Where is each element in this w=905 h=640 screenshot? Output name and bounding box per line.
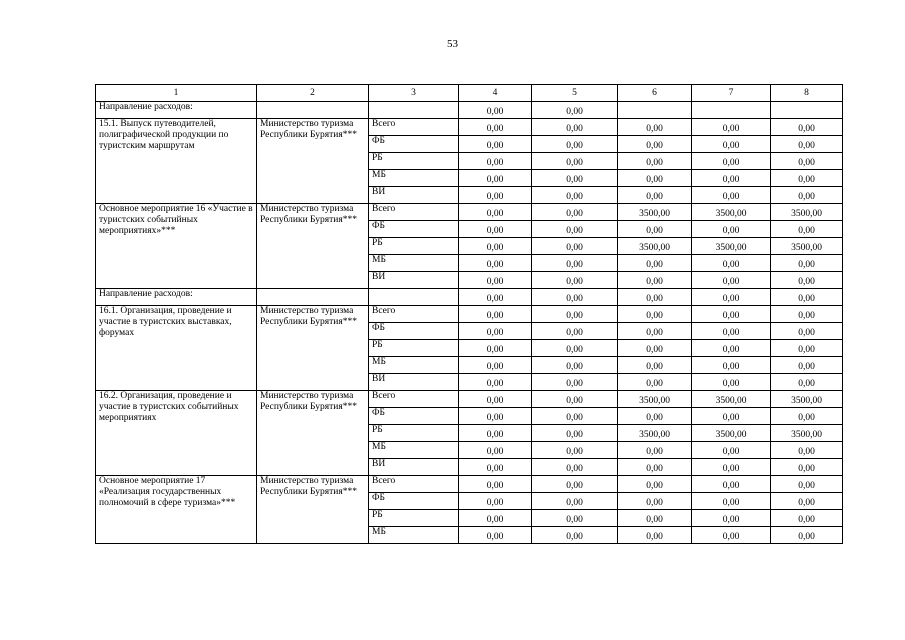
- value-cell: 0,00: [532, 170, 618, 187]
- table-body: [96, 102, 843, 544]
- value-cell: 0,00: [459, 153, 532, 170]
- value-cell: 3500,00: [771, 425, 843, 442]
- value-cell: 0,00: [618, 510, 692, 527]
- value-cell: 0,00: [618, 476, 692, 493]
- table-row: [96, 204, 843, 221]
- direction-label: Направление расходов:: [96, 102, 257, 119]
- value-cell: 0,00: [459, 408, 532, 425]
- source-cell: [369, 289, 459, 306]
- executor-cell: Министерство туризма Республики Бурятия***: [257, 119, 369, 204]
- value-cell: 0,00: [459, 425, 532, 442]
- value-cell: 0,00: [692, 357, 771, 374]
- funding-source: Всего: [369, 476, 459, 493]
- value-cell: 0,00: [459, 459, 532, 476]
- value-cell: 0,00: [692, 153, 771, 170]
- value-cell: 0,00: [771, 493, 843, 510]
- funding-source: РБ: [369, 425, 459, 442]
- value-cell: 0,00: [618, 527, 692, 544]
- value-cell: 0,00: [692, 221, 771, 238]
- value-cell: 0,00: [459, 272, 532, 289]
- value-cell: 0,00: [532, 323, 618, 340]
- executor-cell: Министерство туризма Республики Бурятия***: [257, 476, 369, 544]
- activity-label: 15.1. Выпуск путеводителей, полиграфической продукции по туристским маршрутам: [96, 119, 257, 204]
- value-cell: 0,00: [771, 306, 843, 323]
- direction-label: Направление расходов:: [96, 289, 257, 306]
- table-row: [96, 119, 843, 136]
- funding-source: ФБ: [369, 323, 459, 340]
- value-cell: 0,00: [771, 459, 843, 476]
- table-row: [96, 476, 843, 493]
- budget-table: [95, 84, 843, 544]
- value-cell: 0,00: [618, 493, 692, 510]
- value-cell: 0,00: [459, 102, 532, 119]
- value-cell: 0,00: [692, 408, 771, 425]
- value-cell: 0,00: [532, 204, 618, 221]
- value-cell: 0,00: [618, 442, 692, 459]
- column-header: 2: [257, 85, 369, 102]
- value-cell: 0,00: [692, 374, 771, 391]
- column-header: 6: [618, 85, 692, 102]
- value-cell: 0,00: [459, 476, 532, 493]
- value-cell: 0,00: [692, 527, 771, 544]
- funding-source: МБ: [369, 442, 459, 459]
- value-cell: 0,00: [618, 408, 692, 425]
- value-cell: 0,00: [532, 527, 618, 544]
- funding-source: РБ: [369, 153, 459, 170]
- executor-cell: [257, 289, 369, 306]
- table-row: [96, 391, 843, 408]
- value-cell: 3500,00: [771, 391, 843, 408]
- value-cell: 0,00: [692, 255, 771, 272]
- value-cell: 0,00: [532, 187, 618, 204]
- value-cell: 0,00: [459, 119, 532, 136]
- funding-source: МБ: [369, 527, 459, 544]
- value-cell: 0,00: [532, 221, 618, 238]
- value-cell: 0,00: [771, 374, 843, 391]
- value-cell: 0,00: [618, 323, 692, 340]
- header-row: [96, 85, 843, 102]
- executor-cell: [257, 102, 369, 119]
- value-cell: 0,00: [459, 527, 532, 544]
- value-cell: 0,00: [771, 170, 843, 187]
- value-cell: 0,00: [771, 255, 843, 272]
- column-header: 8: [771, 85, 843, 102]
- value-cell: 3500,00: [618, 238, 692, 255]
- value-cell: 3500,00: [618, 425, 692, 442]
- value-cell: 0,00: [771, 187, 843, 204]
- direction-row: [96, 289, 843, 306]
- value-cell: 0,00: [459, 238, 532, 255]
- value-cell: 0,00: [459, 340, 532, 357]
- funding-source: Всего: [369, 391, 459, 408]
- value-cell: 0,00: [618, 187, 692, 204]
- value-cell: 0,00: [692, 323, 771, 340]
- value-cell: 0,00: [692, 442, 771, 459]
- value-cell: 0,00: [692, 510, 771, 527]
- funding-source: Всего: [369, 204, 459, 221]
- funding-source: РБ: [369, 510, 459, 527]
- value-cell: 0,00: [692, 493, 771, 510]
- value-cell: 0,00: [459, 187, 532, 204]
- funding-source: ВИ: [369, 374, 459, 391]
- funding-source: РБ: [369, 238, 459, 255]
- value-cell: 0,00: [771, 527, 843, 544]
- value-cell: 0,00: [771, 289, 843, 306]
- value-cell: 0,00: [771, 221, 843, 238]
- value-cell: 0,00: [459, 374, 532, 391]
- value-cell: 0,00: [618, 119, 692, 136]
- value-cell: 0,00: [618, 459, 692, 476]
- value-cell: 0,00: [459, 391, 532, 408]
- table-row: [96, 306, 843, 323]
- value-cell: 0,00: [532, 374, 618, 391]
- value-cell: 0,00: [618, 306, 692, 323]
- executor-cell: Министерство туризма Республики Бурятия***: [257, 204, 369, 289]
- direction-row: [96, 102, 843, 119]
- value-cell: 3500,00: [692, 425, 771, 442]
- value-cell: 0,00: [771, 272, 843, 289]
- funding-source: ФБ: [369, 136, 459, 153]
- value-cell: 0,00: [771, 323, 843, 340]
- value-cell: 0,00: [532, 459, 618, 476]
- value-cell: 0,00: [692, 459, 771, 476]
- value-cell: 0,00: [618, 357, 692, 374]
- value-cell: 0,00: [618, 221, 692, 238]
- column-header: 1: [96, 85, 257, 102]
- value-cell: 0,00: [692, 476, 771, 493]
- value-cell: 0,00: [459, 357, 532, 374]
- activity-label: 16.2. Организация, проведение и участие в туристских событийных мероприятиях: [96, 391, 257, 476]
- value-cell: 0,00: [618, 136, 692, 153]
- value-cell: 0,00: [618, 153, 692, 170]
- value-cell: 0,00: [771, 153, 843, 170]
- value-cell: 0,00: [532, 476, 618, 493]
- value-cell: 0,00: [532, 306, 618, 323]
- value-cell: 0,00: [532, 408, 618, 425]
- page-number: 53: [447, 38, 458, 50]
- value-cell: 0,00: [532, 442, 618, 459]
- column-header: 5: [532, 85, 618, 102]
- value-cell: [771, 102, 843, 119]
- value-cell: 3500,00: [692, 204, 771, 221]
- value-cell: 0,00: [459, 170, 532, 187]
- value-cell: 0,00: [459, 289, 532, 306]
- value-cell: 0,00: [692, 119, 771, 136]
- value-cell: 0,00: [618, 289, 692, 306]
- value-cell: 0,00: [532, 136, 618, 153]
- value-cell: 0,00: [532, 255, 618, 272]
- funding-source: ВИ: [369, 272, 459, 289]
- value-cell: [692, 102, 771, 119]
- funding-source: Всего: [369, 119, 459, 136]
- value-cell: 0,00: [532, 391, 618, 408]
- value-cell: 0,00: [692, 272, 771, 289]
- value-cell: 0,00: [692, 340, 771, 357]
- value-cell: 0,00: [459, 136, 532, 153]
- value-cell: 0,00: [459, 323, 532, 340]
- value-cell: 0,00: [532, 340, 618, 357]
- value-cell: 0,00: [532, 153, 618, 170]
- value-cell: 3500,00: [618, 204, 692, 221]
- value-cell: 0,00: [618, 255, 692, 272]
- funding-source: ФБ: [369, 493, 459, 510]
- value-cell: 0,00: [532, 119, 618, 136]
- value-cell: 0,00: [692, 170, 771, 187]
- value-cell: 0,00: [618, 170, 692, 187]
- value-cell: 0,00: [692, 136, 771, 153]
- value-cell: 0,00: [459, 306, 532, 323]
- funding-source: ВИ: [369, 459, 459, 476]
- value-cell: 0,00: [459, 255, 532, 272]
- value-cell: 0,00: [771, 357, 843, 374]
- value-cell: [618, 102, 692, 119]
- column-header: 7: [692, 85, 771, 102]
- value-cell: 0,00: [532, 493, 618, 510]
- value-cell: 0,00: [771, 136, 843, 153]
- value-cell: 0,00: [692, 306, 771, 323]
- funding-source: МБ: [369, 255, 459, 272]
- value-cell: 0,00: [771, 408, 843, 425]
- value-cell: 3500,00: [692, 391, 771, 408]
- funding-source: Всего: [369, 306, 459, 323]
- value-cell: 0,00: [532, 510, 618, 527]
- activity-label: Основное мероприятие 17 «Реализация государственных полномочий в сфере туризма»***: [96, 476, 257, 544]
- value-cell: 0,00: [532, 272, 618, 289]
- funding-source: ВИ: [369, 187, 459, 204]
- value-cell: 0,00: [618, 340, 692, 357]
- value-cell: 0,00: [692, 187, 771, 204]
- value-cell: 0,00: [532, 425, 618, 442]
- funding-source: МБ: [369, 170, 459, 187]
- column-header: 3: [369, 85, 459, 102]
- value-cell: 0,00: [532, 102, 618, 119]
- activity-label: Основное мероприятие 16 «Участие в туристских событийных мероприятиях»***: [96, 204, 257, 289]
- value-cell: 0,00: [771, 119, 843, 136]
- funding-source: РБ: [369, 340, 459, 357]
- column-header: 4: [459, 85, 532, 102]
- value-cell: 3500,00: [771, 238, 843, 255]
- funding-source: ФБ: [369, 408, 459, 425]
- value-cell: 0,00: [771, 442, 843, 459]
- value-cell: 0,00: [459, 221, 532, 238]
- source-cell: [369, 102, 459, 119]
- value-cell: 0,00: [459, 204, 532, 221]
- executor-cell: Министерство туризма Республики Бурятия***: [257, 306, 369, 391]
- value-cell: 0,00: [771, 510, 843, 527]
- activity-label: 16.1. Организация, проведение и участие в туристских выставках, форумах: [96, 306, 257, 391]
- value-cell: 0,00: [618, 272, 692, 289]
- value-cell: 0,00: [618, 374, 692, 391]
- value-cell: 0,00: [532, 357, 618, 374]
- value-cell: 0,00: [532, 289, 618, 306]
- value-cell: 3500,00: [618, 391, 692, 408]
- value-cell: 3500,00: [771, 204, 843, 221]
- funding-source: МБ: [369, 357, 459, 374]
- value-cell: 0,00: [459, 442, 532, 459]
- value-cell: 0,00: [532, 238, 618, 255]
- value-cell: 0,00: [771, 340, 843, 357]
- value-cell: 0,00: [459, 493, 532, 510]
- funding-source: ФБ: [369, 221, 459, 238]
- value-cell: 0,00: [771, 476, 843, 493]
- value-cell: 0,00: [692, 289, 771, 306]
- value-cell: 3500,00: [692, 238, 771, 255]
- executor-cell: Министерство туризма Республики Бурятия***: [257, 391, 369, 476]
- value-cell: 0,00: [459, 510, 532, 527]
